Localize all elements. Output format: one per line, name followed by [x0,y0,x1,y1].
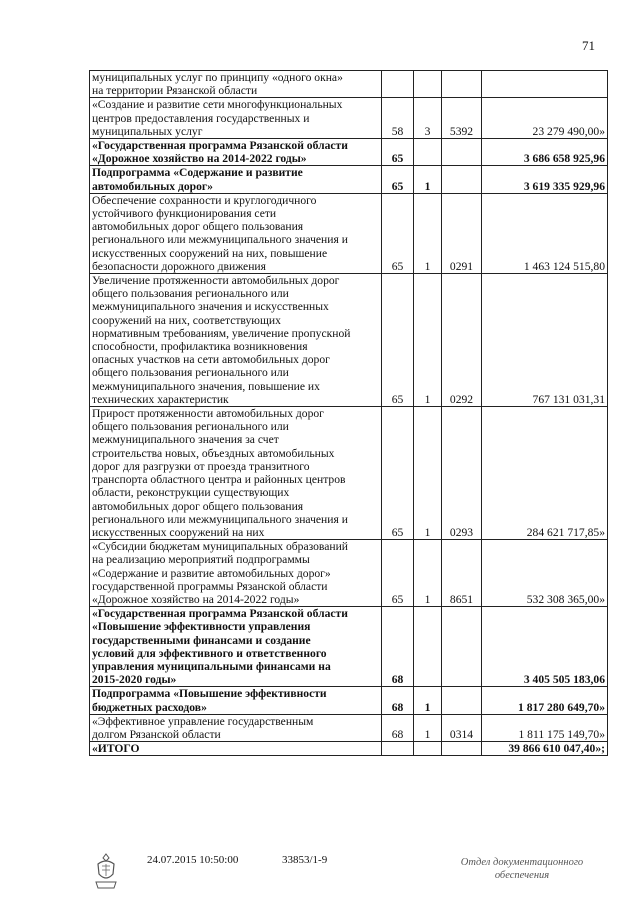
row-code-1: 68 [382,687,414,714]
row-description: Прирост протяженности автомобильных дорог общего пользования регионального или межмуниципального значения за счет строительства новых, объездных автомобильных дорог для разгрузки от проезда транзитного транспорта областного центра и районных центров области, реконструкции существующих автомобильных дорог общего пользования регионального или межмуниципального значения и искусственных сооружений на них [90,407,382,540]
row-amount: 23 279 490,00» [482,98,608,139]
row-amount: 39 866 610 047,40»; [482,742,608,756]
row-amount: 3 405 505 183,06 [482,607,608,687]
table-row [90,742,608,756]
row-code-1 [382,71,414,98]
row-description: «Создание и развитие сети многофункциональных центров предоставления государственных и муниципальных услуг [90,98,382,139]
table-row [90,607,608,687]
department-stamp [452,856,592,882]
row-amount: 1 817 280 649,70» [482,687,608,714]
row-amount: 3 686 658 925,96 [482,139,608,166]
row-code-2: 1 [414,540,442,607]
row-code-1: 68 [382,607,414,687]
row-description: Подпрограмма «Содержание и развитие автомобильных дорог» [90,166,382,193]
row-description: «Государственная программа Рязанской области «Дорожное хозяйство на 2014-2022 годы» [90,139,382,166]
row-code-2 [414,742,442,756]
row-code-3: 0293 [442,407,482,540]
row-description: «Эффективное управление государственным долгом Рязанской области [90,714,382,741]
row-code-2: 1 [414,166,442,193]
row-code-2: 1 [414,407,442,540]
row-description: Увеличение протяженности автомобильных дорог общего пользования регионального или межмуниципального значения и искусственных сооружений на них, соответствующих нормативным требованиям, увеличение пропускной способности, профилактика возникновения опасных участков на сети автомобильных дорог общего пользования регионального или межмуниципального значения, повышение их технических характеристик [90,274,382,407]
row-description: Обеспечение сохранности и круглогодичного устойчивого функционирования сети автомобильных дорог общего пользования регионального или межмуниципального значения и искусственных сооружений на них, повышение безопасности дорожного движения [90,193,382,273]
table-row [90,166,608,193]
row-amount: 284 621 717,85» [482,407,608,540]
row-description: Подпрограмма «Повышение эффективности бюджетных расходов» [90,687,382,714]
row-code-3 [442,71,482,98]
row-code-3: 8651 [442,540,482,607]
row-code-1 [382,742,414,756]
row-amount [482,71,608,98]
row-description: «ИТОГО [90,742,382,756]
row-description: «Государственная программа Рязанской области «Повышение эффективности управления государственными финансами и создание условий для эффективного и ответственного управления муниципальными финансами на 2015-2020 годы» [90,607,382,687]
row-description: муниципальных услуг по принципу «одного окна» на территории Рязанской области [90,71,382,98]
row-code-3 [442,607,482,687]
table-row [90,540,608,607]
budget-table [89,70,608,756]
row-amount: 1 811 175 149,70» [482,714,608,741]
table-row [90,407,608,540]
coat-of-arms-icon [93,852,119,890]
row-description: «Субсидии бюджетам муниципальных образований на реализацию мероприятий подпрограммы «Содержание и развитие автомобильных дорог» государственной программы Рязанской области «Дорожное хозяйство на 2014-2022 годы» [90,540,382,607]
row-code-2: 3 [414,98,442,139]
row-code-2 [414,139,442,166]
row-amount: 532 308 365,00» [482,540,608,607]
stamp-line-2: обеспечения [494,870,550,881]
row-code-2 [414,71,442,98]
row-code-1: 65 [382,274,414,407]
row-code-1: 65 [382,407,414,540]
row-code-3 [442,166,482,193]
table-row [90,71,608,98]
row-code-1: 65 [382,193,414,273]
table-row [90,193,608,273]
table-row [90,139,608,166]
row-code-3: 5392 [442,98,482,139]
row-code-1: 68 [382,714,414,741]
row-code-3: 0291 [442,193,482,273]
row-code-2: 1 [414,687,442,714]
row-code-1: 58 [382,98,414,139]
row-code-2: 1 [414,714,442,741]
table-row [90,714,608,741]
row-code-1: 65 [382,139,414,166]
table-row [90,98,608,139]
row-code-3 [442,687,482,714]
page-number: 71 [582,38,595,53]
row-code-2: 1 [414,274,442,407]
row-code-2 [414,607,442,687]
row-code-2: 1 [414,193,442,273]
stamp-line-1: Отдел документационного [460,857,584,868]
table-row [90,274,608,407]
table-row [90,687,608,714]
row-code-1: 65 [382,166,414,193]
row-code-3 [442,742,482,756]
footer-doc-code: 33853/1-9 [282,854,328,866]
row-code-3 [442,139,482,166]
row-amount: 767 131 031,31 [482,274,608,407]
footer-datetime: 24.07.2015 10:50:00 [147,854,239,866]
row-code-3: 0292 [442,274,482,407]
row-amount: 1 463 124 515,80 [482,193,608,273]
row-code-3: 0314 [442,714,482,741]
row-code-1: 65 [382,540,414,607]
row-amount: 3 619 335 929,96 [482,166,608,193]
